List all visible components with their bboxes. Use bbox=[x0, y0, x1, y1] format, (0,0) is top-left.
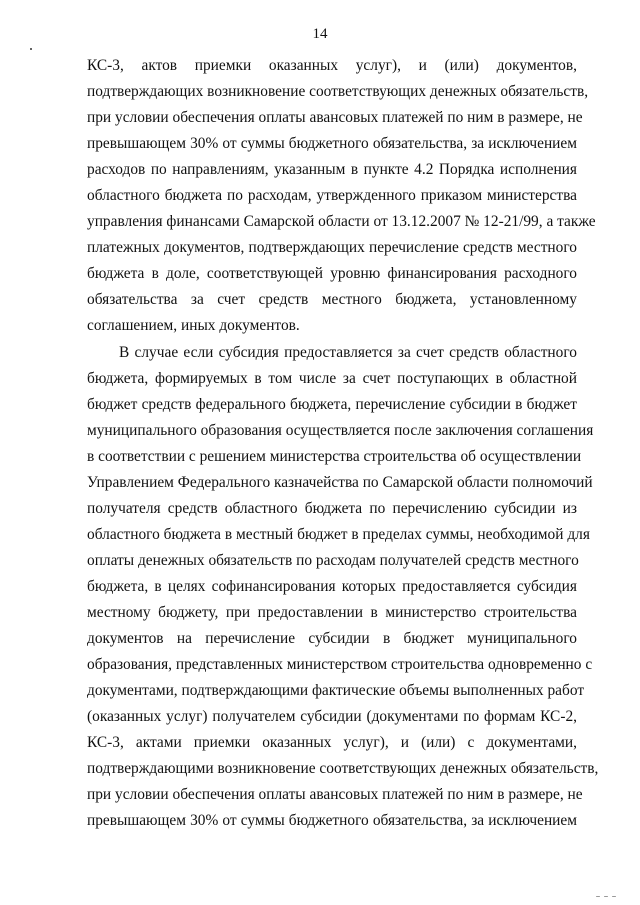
text-line: обязательства за счет средств местного бюджета, установленному bbox=[87, 291, 577, 309]
text-line: КС-3, актов приемки оказанных услуг), и (или) документов, bbox=[87, 57, 577, 74]
text-line: соглашением, иных документов. bbox=[87, 317, 300, 335]
scan-speck bbox=[612, 896, 616, 897]
text-line: получателя средств областного бюджета по перечислению субсидии из bbox=[87, 499, 577, 517]
text-line: при условии обеспечения оплаты авансовых платежей по ним в размере, не bbox=[87, 109, 583, 127]
text-line: КС-3, актами приемки оказанных услуг), и (или) с документами, bbox=[87, 734, 577, 752]
text-line: расходов по направлениям, указанным в пункте 4.2 Порядка исполнения bbox=[87, 161, 577, 179]
text-line: управления финансами Самарской области от 13.12.2007 № 12-21/99, а также bbox=[87, 213, 596, 231]
text-line: бюджет средств федерального бюджета, перечисление субсидии в бюджет bbox=[87, 395, 577, 413]
text-line: документов на перечисление субсидии в бюджет муниципального bbox=[87, 630, 577, 648]
text-line: при условии обеспечения оплаты авансовых платежей по ним в размере, не bbox=[87, 786, 583, 804]
scan-speck bbox=[30, 48, 32, 50]
text-line: превышающем 30% от суммы бюджетного обязательства, за исключением bbox=[87, 135, 577, 153]
page-number: 14 bbox=[312, 26, 328, 42]
scan-speck bbox=[596, 896, 600, 897]
paragraph bbox=[87, 53, 596, 340]
text-line: образования, представленных министерством строительства одновременно с bbox=[87, 656, 593, 674]
text-line: бюджета, формируемых в том числе за счет поступающих в областной bbox=[87, 369, 577, 387]
text-line: Управлением Федерального казначейства по Самарской области полномочий bbox=[87, 473, 593, 491]
text-line: платежных документов, подтверждающих перечисление средств местного bbox=[87, 239, 577, 257]
text-line: областного бюджета в местный бюджет в пределах суммы, необходимой для bbox=[87, 525, 590, 543]
scan-speck bbox=[604, 896, 608, 897]
text-line: превышающем 30% от суммы бюджетного обязательства, за исключением bbox=[87, 812, 577, 830]
text-line: В случае если субсидия предоставляется за счет средств областного bbox=[119, 343, 577, 361]
text-line: (оказанных услуг) получателем субсидии (документами по формам КС-2, bbox=[87, 708, 577, 726]
text-line: муниципального образования осуществляется после заключения соглашения bbox=[87, 421, 594, 439]
text-line: бюджета, в целях софинансирования которых предоставляется субсидия bbox=[87, 577, 577, 595]
text-line: областного бюджета по расходам, утвержденного приказом министерства bbox=[87, 187, 577, 205]
text-line: бюджета в доле, соответствующей уровню финансирования расходного bbox=[87, 265, 577, 283]
text-line: документами, подтверждающими фактические объемы выполненных работ bbox=[87, 682, 585, 700]
document-body bbox=[87, 53, 599, 834]
text-line: подтверждающими возникновение соответствующих денежных обязательств, bbox=[87, 760, 599, 778]
text-line: местному бюджету, при предоставлении в министерство строительства bbox=[87, 603, 577, 621]
text-line: в соответствии с решением министерства строительства об осуществлении bbox=[87, 447, 582, 465]
paragraph bbox=[87, 340, 599, 835]
text-line: подтверждающих возникновение соответствующих денежных обязательств, bbox=[87, 83, 589, 101]
text-line: оплаты денежных обязательств по расходам получателей средств местного bbox=[87, 551, 579, 569]
